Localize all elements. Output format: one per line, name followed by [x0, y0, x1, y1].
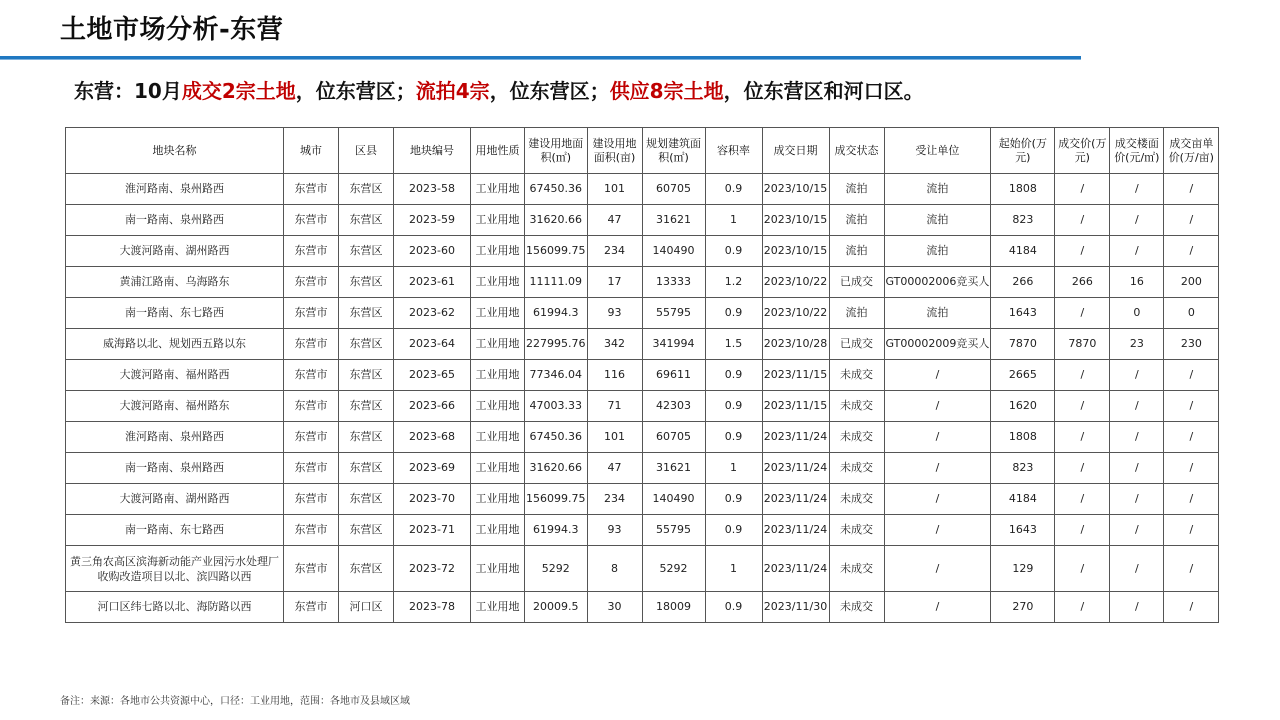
cell-district: 东营区: [339, 546, 394, 592]
cell-buyer: /: [884, 391, 991, 422]
cell-city: 东营市: [284, 360, 339, 391]
table-row: [66, 422, 1219, 453]
cell-start-price: 270: [991, 592, 1055, 623]
cell-deal-status: 已成交: [829, 329, 884, 360]
cell-area-mu: 101: [587, 422, 642, 453]
cell-price-per-mu: /: [1164, 422, 1219, 453]
cell-deal-status: 未成交: [829, 422, 884, 453]
cell-plot-ratio: 0.9: [705, 391, 762, 422]
cell-city: 东营市: [284, 205, 339, 236]
cell-deal-price: 266: [1055, 267, 1110, 298]
cell-deal-date: 2023/10/15: [762, 174, 829, 205]
cell-start-price: 266: [991, 267, 1055, 298]
column-header-floor-price: 成交楼面价(元/㎡): [1110, 128, 1164, 174]
cell-buyer: 流拍: [884, 298, 991, 329]
cell-start-price: 823: [991, 205, 1055, 236]
cell-floor-price: /: [1110, 515, 1164, 546]
table-row: [66, 592, 1219, 623]
column-header-planned-floor-area: 规划建筑面积(㎡): [642, 128, 705, 174]
cell-parcel-name: 黄浦江路南、乌海路东: [66, 267, 284, 298]
cell-parcel-id: 2023-72: [394, 546, 471, 592]
cell-parcel-id: 2023-61: [394, 267, 471, 298]
cell-area-sqm: 61994.3: [525, 298, 588, 329]
cell-deal-price: /: [1055, 174, 1110, 205]
cell-deal-price: /: [1055, 546, 1110, 592]
cell-parcel-name: 大渡河路南、福州路东: [66, 391, 284, 422]
cell-deal-status: 未成交: [829, 484, 884, 515]
cell-area-mu: 101: [587, 174, 642, 205]
column-header-start-price: 起始价(万元): [991, 128, 1055, 174]
cell-area-sqm: 77346.04: [525, 360, 588, 391]
column-header-plot-ratio: 容积率: [705, 128, 762, 174]
cell-buyer: GT00002006竞买人: [884, 267, 991, 298]
cell-deal-date: 2023/11/30: [762, 592, 829, 623]
cell-deal-date: 2023/11/24: [762, 484, 829, 515]
column-header-price-per-mu: 成交亩单价(万/亩): [1164, 128, 1219, 174]
cell-land-use: 工业用地: [471, 236, 525, 267]
cell-parcel-id: 2023-71: [394, 515, 471, 546]
cell-floor-price: 16: [1110, 267, 1164, 298]
cell-district: 东营区: [339, 360, 394, 391]
table-row: [66, 298, 1219, 329]
cell-district: 东营区: [339, 298, 394, 329]
cell-planned-floor-area: 140490: [642, 484, 705, 515]
cell-planned-floor-area: 31621: [642, 453, 705, 484]
cell-floor-price: /: [1110, 453, 1164, 484]
cell-deal-price: /: [1055, 453, 1110, 484]
cell-deal-date: 2023/11/15: [762, 360, 829, 391]
cell-land-use: 工业用地: [471, 267, 525, 298]
cell-area-mu: 47: [587, 453, 642, 484]
cell-floor-price: /: [1110, 360, 1164, 391]
cell-deal-date: 2023/10/28: [762, 329, 829, 360]
cell-buyer: GT00002009竞买人: [884, 329, 991, 360]
cell-area-sqm: 31620.66: [525, 205, 588, 236]
cell-buyer: /: [884, 592, 991, 623]
table-row: [66, 267, 1219, 298]
cell-deal-date: 2023/11/24: [762, 546, 829, 592]
cell-city: 东营市: [284, 592, 339, 623]
table-header-row: [66, 128, 1219, 174]
title-divider: [0, 56, 1081, 60]
cell-parcel-name: 大渡河路南、湖州路西: [66, 484, 284, 515]
land-transaction-table: [65, 127, 1219, 623]
table-row: [66, 453, 1219, 484]
cell-district: 东营区: [339, 453, 394, 484]
table-row: [66, 391, 1219, 422]
cell-planned-floor-area: 341994: [642, 329, 705, 360]
cell-deal-status: 未成交: [829, 453, 884, 484]
cell-deal-status: 已成交: [829, 267, 884, 298]
table-row: [66, 205, 1219, 236]
cell-parcel-id: 2023-69: [394, 453, 471, 484]
cell-parcel-id: 2023-64: [394, 329, 471, 360]
cell-deal-date: 2023/10/15: [762, 236, 829, 267]
table-row: [66, 546, 1219, 592]
column-header-area-sqm: 建设用地面积(㎡): [525, 128, 588, 174]
cell-city: 东营市: [284, 453, 339, 484]
column-header-deal-date: 成交日期: [762, 128, 829, 174]
cell-district: 东营区: [339, 236, 394, 267]
cell-start-price: 823: [991, 453, 1055, 484]
column-header-city: 城市: [284, 128, 339, 174]
cell-plot-ratio: 0.9: [705, 298, 762, 329]
cell-city: 东营市: [284, 298, 339, 329]
summary-highlight-supply: 供应8宗土地: [609, 79, 724, 103]
cell-land-use: 工业用地: [471, 391, 525, 422]
cell-parcel-id: 2023-68: [394, 422, 471, 453]
cell-plot-ratio: 1: [705, 205, 762, 236]
cell-start-price: 1620: [991, 391, 1055, 422]
cell-deal-date: 2023/10/22: [762, 267, 829, 298]
cell-area-sqm: 156099.75: [525, 484, 588, 515]
cell-plot-ratio: 0.9: [705, 360, 762, 391]
cell-city: 东营市: [284, 546, 339, 592]
cell-parcel-name: 大渡河路南、福州路西: [66, 360, 284, 391]
cell-area-sqm: 31620.66: [525, 453, 588, 484]
table-row: [66, 174, 1219, 205]
cell-start-price: 4184: [991, 484, 1055, 515]
cell-deal-price: /: [1055, 422, 1110, 453]
cell-land-use: 工业用地: [471, 515, 525, 546]
cell-area-sqm: 61994.3: [525, 515, 588, 546]
cell-floor-price: /: [1110, 484, 1164, 515]
cell-price-per-mu: /: [1164, 360, 1219, 391]
cell-start-price: 1643: [991, 298, 1055, 329]
cell-buyer: 流拍: [884, 205, 991, 236]
cell-land-use: 工业用地: [471, 592, 525, 623]
cell-price-per-mu: /: [1164, 484, 1219, 515]
cell-floor-price: /: [1110, 422, 1164, 453]
summary-part: ，位东营区；: [489, 79, 610, 103]
cell-floor-price: 23: [1110, 329, 1164, 360]
cell-district: 东营区: [339, 422, 394, 453]
cell-area-mu: 71: [587, 391, 642, 422]
summary-part: 东营：10月: [74, 79, 182, 103]
cell-floor-price: /: [1110, 174, 1164, 205]
cell-city: 东营市: [284, 484, 339, 515]
cell-parcel-id: 2023-70: [394, 484, 471, 515]
cell-parcel-id: 2023-59: [394, 205, 471, 236]
cell-deal-status: 流拍: [829, 236, 884, 267]
cell-parcel-id: 2023-62: [394, 298, 471, 329]
summary-part: ，位东营区和河口区。: [723, 79, 924, 103]
cell-area-mu: 234: [587, 236, 642, 267]
cell-area-sqm: 11111.09: [525, 267, 588, 298]
cell-area-mu: 47: [587, 205, 642, 236]
cell-deal-status: 未成交: [829, 592, 884, 623]
cell-parcel-id: 2023-66: [394, 391, 471, 422]
cell-district: 东营区: [339, 174, 394, 205]
cell-area-mu: 234: [587, 484, 642, 515]
cell-parcel-name: 南一路南、泉州路西: [66, 453, 284, 484]
cell-buyer: /: [884, 360, 991, 391]
cell-area-mu: 93: [587, 298, 642, 329]
cell-deal-status: 未成交: [829, 546, 884, 592]
cell-floor-price: 0: [1110, 298, 1164, 329]
cell-area-sqm: 67450.36: [525, 422, 588, 453]
cell-floor-price: /: [1110, 391, 1164, 422]
cell-area-mu: 342: [587, 329, 642, 360]
cell-planned-floor-area: 140490: [642, 236, 705, 267]
cell-plot-ratio: 0.9: [705, 592, 762, 623]
cell-plot-ratio: 1: [705, 453, 762, 484]
cell-parcel-id: 2023-78: [394, 592, 471, 623]
cell-buyer: 流拍: [884, 236, 991, 267]
cell-land-use: 工业用地: [471, 546, 525, 592]
cell-price-per-mu: /: [1164, 546, 1219, 592]
cell-floor-price: /: [1110, 546, 1164, 592]
cell-plot-ratio: 0.9: [705, 236, 762, 267]
cell-land-use: 工业用地: [471, 174, 525, 205]
cell-buyer: /: [884, 422, 991, 453]
cell-deal-date: 2023/11/24: [762, 515, 829, 546]
table-row: [66, 515, 1219, 546]
cell-floor-price: /: [1110, 205, 1164, 236]
table-row: [66, 236, 1219, 267]
cell-deal-price: /: [1055, 298, 1110, 329]
cell-buyer: /: [884, 453, 991, 484]
cell-land-use: 工业用地: [471, 298, 525, 329]
cell-parcel-id: 2023-60: [394, 236, 471, 267]
cell-district: 东营区: [339, 267, 394, 298]
table-row: [66, 329, 1219, 360]
column-header-district: 区县: [339, 128, 394, 174]
cell-planned-floor-area: 5292: [642, 546, 705, 592]
cell-deal-price: /: [1055, 236, 1110, 267]
cell-deal-date: 2023/10/22: [762, 298, 829, 329]
cell-parcel-name: 南一路南、泉州路西: [66, 205, 284, 236]
cell-planned-floor-area: 60705: [642, 174, 705, 205]
cell-district: 东营区: [339, 391, 394, 422]
cell-plot-ratio: 1.5: [705, 329, 762, 360]
cell-plot-ratio: 0.9: [705, 422, 762, 453]
cell-planned-floor-area: 18009: [642, 592, 705, 623]
cell-deal-status: 未成交: [829, 391, 884, 422]
footnote: 备注：来源：各地市公共资源中心，口径：工业用地，范围：各地市及县域区域: [60, 696, 410, 707]
cell-planned-floor-area: 69611: [642, 360, 705, 391]
cell-deal-price: 7870: [1055, 329, 1110, 360]
cell-deal-date: 2023/10/15: [762, 205, 829, 236]
cell-city: 东营市: [284, 515, 339, 546]
cell-plot-ratio: 1: [705, 546, 762, 592]
cell-area-sqm: 20009.5: [525, 592, 588, 623]
cell-parcel-name: 威海路以北、规划西五路以东: [66, 329, 284, 360]
page-title: 土地市场分析-东营: [60, 15, 284, 45]
column-header-area-mu: 建设用地面积(亩): [587, 128, 642, 174]
cell-price-per-mu: /: [1164, 205, 1219, 236]
column-header-buyer: 受让单位: [884, 128, 991, 174]
cell-start-price: 1808: [991, 422, 1055, 453]
cell-area-mu: 116: [587, 360, 642, 391]
cell-land-use: 工业用地: [471, 453, 525, 484]
cell-city: 东营市: [284, 236, 339, 267]
cell-price-per-mu: /: [1164, 391, 1219, 422]
cell-deal-price: /: [1055, 592, 1110, 623]
cell-price-per-mu: /: [1164, 236, 1219, 267]
cell-planned-floor-area: 13333: [642, 267, 705, 298]
cell-planned-floor-area: 55795: [642, 515, 705, 546]
cell-price-per-mu: 230: [1164, 329, 1219, 360]
cell-city: 东营市: [284, 329, 339, 360]
cell-area-sqm: 227995.76: [525, 329, 588, 360]
cell-land-use: 工业用地: [471, 360, 525, 391]
cell-deal-date: 2023/11/24: [762, 453, 829, 484]
cell-buyer: 流拍: [884, 174, 991, 205]
cell-parcel-name: 南一路南、东七路西: [66, 298, 284, 329]
cell-price-per-mu: /: [1164, 592, 1219, 623]
cell-start-price: 129: [991, 546, 1055, 592]
cell-plot-ratio: 0.9: [705, 515, 762, 546]
cell-district: 河口区: [339, 592, 394, 623]
cell-start-price: 4184: [991, 236, 1055, 267]
cell-area-mu: 30: [587, 592, 642, 623]
column-header-deal-price: 成交价(万元): [1055, 128, 1110, 174]
cell-land-use: 工业用地: [471, 422, 525, 453]
cell-deal-price: /: [1055, 515, 1110, 546]
cell-district: 东营区: [339, 515, 394, 546]
cell-price-per-mu: /: [1164, 515, 1219, 546]
summary-headline: [74, 76, 924, 106]
cell-parcel-id: 2023-58: [394, 174, 471, 205]
cell-parcel-name: 淮河路南、泉州路西: [66, 174, 284, 205]
cell-price-per-mu: 0: [1164, 298, 1219, 329]
cell-district: 东营区: [339, 205, 394, 236]
cell-area-mu: 93: [587, 515, 642, 546]
cell-planned-floor-area: 55795: [642, 298, 705, 329]
cell-deal-date: 2023/11/24: [762, 422, 829, 453]
cell-district: 东营区: [339, 329, 394, 360]
summary-highlight-failed: 流拍4宗: [415, 79, 490, 103]
cell-city: 东营市: [284, 267, 339, 298]
cell-plot-ratio: 0.9: [705, 484, 762, 515]
cell-start-price: 7870: [991, 329, 1055, 360]
cell-area-sqm: 47003.33: [525, 391, 588, 422]
cell-land-use: 工业用地: [471, 329, 525, 360]
cell-deal-price: /: [1055, 205, 1110, 236]
cell-parcel-name: 大渡河路南、湖州路西: [66, 236, 284, 267]
cell-land-use: 工业用地: [471, 484, 525, 515]
table-row: [66, 360, 1219, 391]
cell-planned-floor-area: 60705: [642, 422, 705, 453]
column-header-land-use: 用地性质: [471, 128, 525, 174]
cell-price-per-mu: 200: [1164, 267, 1219, 298]
cell-deal-status: 流拍: [829, 205, 884, 236]
cell-district: 东营区: [339, 484, 394, 515]
cell-land-use: 工业用地: [471, 205, 525, 236]
cell-planned-floor-area: 42303: [642, 391, 705, 422]
cell-floor-price: /: [1110, 592, 1164, 623]
cell-parcel-name: 黄三角农高区滨海新动能产业园污水处理厂收购改造项目以北、滨四路以西: [66, 546, 284, 592]
summary-part: ，位东营区；: [295, 79, 416, 103]
cell-city: 东营市: [284, 422, 339, 453]
cell-area-mu: 8: [587, 546, 642, 592]
cell-parcel-name: 河口区纬七路以北、海防路以西: [66, 592, 284, 623]
cell-area-sqm: 156099.75: [525, 236, 588, 267]
cell-parcel-name: 南一路南、东七路西: [66, 515, 284, 546]
summary-highlight-deals: 成交2宗土地: [181, 79, 296, 103]
table-row: [66, 484, 1219, 515]
cell-buyer: /: [884, 484, 991, 515]
cell-deal-price: /: [1055, 391, 1110, 422]
cell-deal-price: /: [1055, 484, 1110, 515]
cell-buyer: /: [884, 546, 991, 592]
cell-deal-date: 2023/11/15: [762, 391, 829, 422]
cell-start-price: 1643: [991, 515, 1055, 546]
cell-area-sqm: 67450.36: [525, 174, 588, 205]
cell-area-sqm: 5292: [525, 546, 588, 592]
cell-floor-price: /: [1110, 236, 1164, 267]
cell-deal-status: 流拍: [829, 174, 884, 205]
cell-start-price: 2665: [991, 360, 1055, 391]
cell-deal-price: /: [1055, 360, 1110, 391]
cell-city: 东营市: [284, 174, 339, 205]
column-header-deal-status: 成交状态: [829, 128, 884, 174]
cell-price-per-mu: /: [1164, 174, 1219, 205]
cell-plot-ratio: 0.9: [705, 174, 762, 205]
cell-buyer: /: [884, 515, 991, 546]
cell-deal-status: 流拍: [829, 298, 884, 329]
cell-planned-floor-area: 31621: [642, 205, 705, 236]
column-header-parcel-id: 地块编号: [394, 128, 471, 174]
cell-area-mu: 17: [587, 267, 642, 298]
cell-start-price: 1808: [991, 174, 1055, 205]
cell-parcel-id: 2023-65: [394, 360, 471, 391]
cell-deal-status: 未成交: [829, 515, 884, 546]
column-header-parcel-name: 地块名称: [66, 128, 284, 174]
cell-parcel-name: 淮河路南、泉州路西: [66, 422, 284, 453]
cell-price-per-mu: /: [1164, 453, 1219, 484]
cell-city: 东营市: [284, 391, 339, 422]
cell-plot-ratio: 1.2: [705, 267, 762, 298]
cell-deal-status: 未成交: [829, 360, 884, 391]
